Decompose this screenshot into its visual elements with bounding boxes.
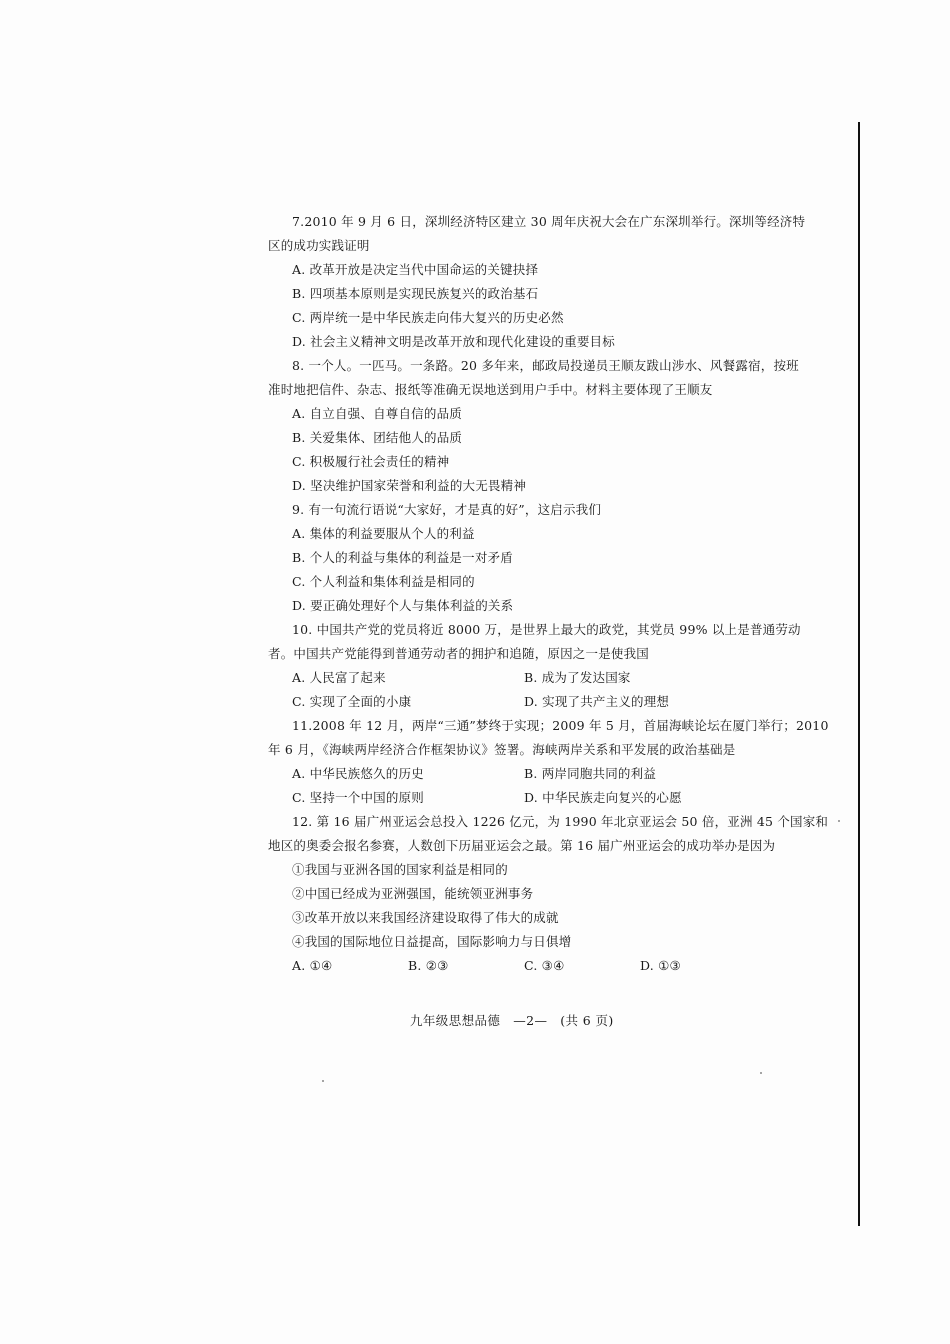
scan-speck <box>760 1072 762 1074</box>
question-stem: 7.2010 年 9 月 6 日，深圳经济特区建立 30 周年庆祝大会在广东深圳举行。深圳等经济特 <box>292 214 806 229</box>
option-d: D. 要正确处理好个人与集体利益的关系 <box>292 598 514 613</box>
option-b: B. 成为了发达国家 <box>524 670 631 685</box>
question-9 <box>268 498 768 618</box>
question-7 <box>268 210 806 354</box>
scan-edge-line <box>858 122 860 1226</box>
option-row <box>268 954 768 978</box>
option-b: B. ②③ <box>408 958 449 973</box>
option-row <box>268 786 768 810</box>
option-c: C. 积极履行社会责任的精神 <box>292 454 450 469</box>
statement-2: ②中国已经成为亚洲强国，能统领亚洲事务 <box>292 886 534 901</box>
option-b: B. 两岸同胞共同的利益 <box>524 766 657 781</box>
option-b: B. 个人的利益与集体的利益是一对矛盾 <box>292 550 513 565</box>
option-row <box>268 762 768 786</box>
question-8 <box>268 354 799 498</box>
option-d: D. 社会主义精神文明是改革开放和现代化建设的重要目标 <box>292 334 615 349</box>
scan-speck <box>838 820 840 822</box>
question-11 <box>268 714 829 810</box>
option-row <box>268 690 768 714</box>
option-c: C. 坚持一个中国的原则 <box>292 790 424 805</box>
option-a: A. ①④ <box>292 958 333 973</box>
statement-3: ③改革开放以来我国经济建设取得了伟大的成就 <box>292 910 559 925</box>
question-list <box>268 210 829 978</box>
option-a: A. 中华民族悠久的历史 <box>292 766 424 781</box>
question-stem-continued: 者。中国共产党能得到普通劳动者的拥护和追随，原因之一是使我国 <box>268 646 650 661</box>
scan-speck <box>322 1080 324 1082</box>
statement-1: ①我国与亚洲各国的国家利益是相同的 <box>292 862 508 877</box>
question-stem-continued: 年 6 月，《海峡两岸经济合作框架协议》签署。海峡两岸关系和平发展的政治基础是 <box>268 742 736 757</box>
question-stem: 11.2008 年 12 月，两岸“三通”梦终于实现；2009 年 5 月，首届海峡论坛在厦门举行；2010 <box>292 718 829 733</box>
question-stem: 12. 第 16 届广州亚运会总投入 1226 亿元，为 1990 年北京亚运会 50 倍，亚洲 45 个国家和 <box>292 814 829 829</box>
option-c: C. ③④ <box>524 958 565 973</box>
option-a: A. 自立自强、自尊自信的品质 <box>292 406 462 421</box>
question-12 <box>268 810 829 978</box>
option-b: B. 关爱集体、团结他人的品质 <box>292 430 463 445</box>
option-d: D. ①③ <box>640 958 681 973</box>
statement-4: ④我国的国际地位日益提高，国际影响力与日俱增 <box>292 934 572 949</box>
question-stem-continued: 准时地把信件、杂志、报纸等准确无误地送到用户手中。材料主要体现了王顺友 <box>268 382 713 397</box>
question-stem: 8. 一个人。一匹马。一条路。20 多年来，邮政局投递员王顺友跋山涉水、风餐露宿，按班 <box>292 358 799 373</box>
option-c: C. 两岸统一是中华民族走向伟大复兴的历史必然 <box>292 310 564 325</box>
page-footer: 九年级思想品德 —2— (共 6 页) <box>410 1013 614 1028</box>
option-row <box>268 666 768 690</box>
question-stem: 10. 中国共产党的党员将近 8000 万，是世界上最大的政党，其党员 99% 以上是普通劳动 <box>292 622 801 637</box>
option-c: C. 实现了全面的小康 <box>292 694 412 709</box>
option-c: C. 个人利益和集体利益是相同的 <box>292 574 475 589</box>
question-10 <box>268 618 801 714</box>
option-a: A. 改革开放是决定当代中国命运的关键抉择 <box>292 262 539 277</box>
question-stem: 9. 有一句流行语说“大家好，才是真的好”，这启示我们 <box>292 502 602 517</box>
option-d: D. 实现了共产主义的理想 <box>524 694 670 709</box>
option-d: D. 中华民族走向复兴的心愿 <box>524 790 682 805</box>
option-a: A. 集体的利益要服从个人的利益 <box>292 526 475 541</box>
question-stem-continued: 地区的奥委会报名参赛，人数创下历届亚运会之最。第 16 届广州亚运会的成功举办是因为 <box>268 838 776 853</box>
question-stem-continued: 区的成功实践证明 <box>268 238 370 253</box>
option-a: A. 人民富了起来 <box>292 670 386 685</box>
option-d: D. 坚决维护国家荣誉和利益的大无畏精神 <box>292 478 527 493</box>
option-b: B. 四项基本原则是实现民族复兴的政治基石 <box>292 286 539 301</box>
